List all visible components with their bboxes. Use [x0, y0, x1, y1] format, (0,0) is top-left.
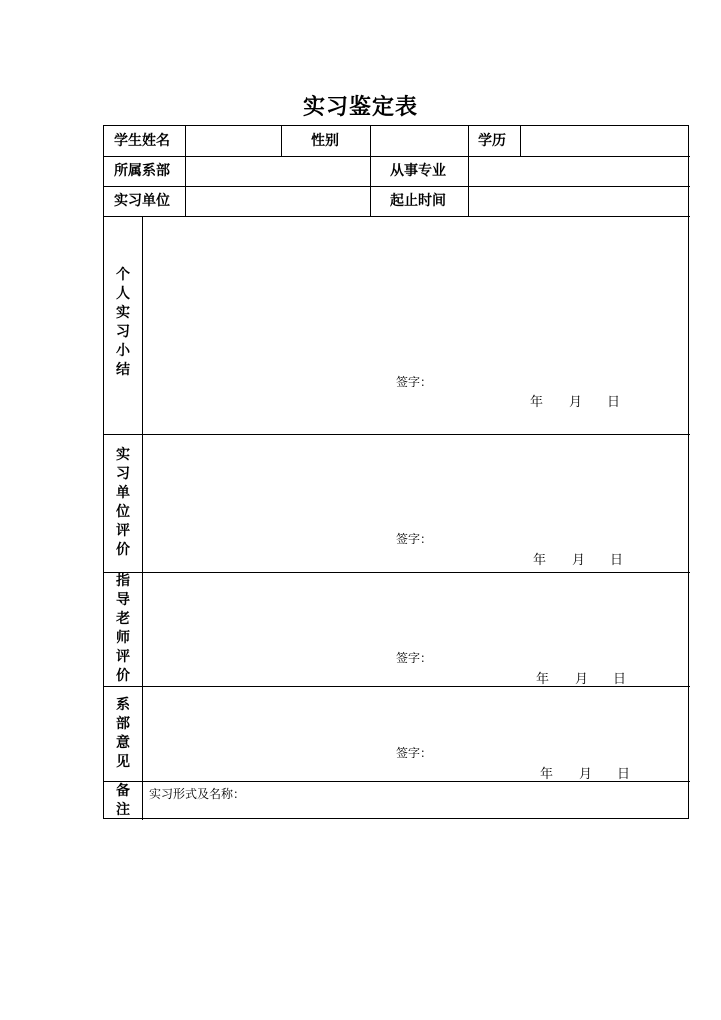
intern-unit-label: 实习单位	[114, 193, 170, 209]
col-divider	[281, 126, 282, 156]
student-name-label: 学生姓名	[114, 133, 170, 149]
education-label: 学历	[478, 133, 506, 149]
col-divider	[370, 126, 371, 216]
section-label-instructor-evaluation: 指 导 老 师 评 价	[116, 573, 130, 684]
date-line: 年 月 日	[536, 672, 627, 687]
date-line: 年 月 日	[533, 553, 624, 568]
signature-label: 签字：	[396, 375, 433, 389]
col-divider	[520, 126, 521, 156]
row-divider	[104, 434, 690, 435]
gender-label: 性别	[311, 133, 339, 149]
section-label-remarks: 备 注	[116, 782, 130, 818]
section-label-unit-evaluation: 实 习 单 位 评 价	[116, 447, 130, 558]
section-label-personal-summary: 个 人 实 习 小 结	[116, 267, 130, 378]
date-line: 年 月 日	[530, 395, 621, 410]
col-divider	[185, 126, 186, 216]
row-divider	[104, 216, 690, 217]
section-label-department-opinion: 系 部 意 见	[116, 696, 130, 770]
signature-label: 签字：	[396, 651, 433, 665]
form-title: 实习鉴定表	[302, 94, 418, 120]
period-label: 起止时间	[390, 193, 446, 209]
remarks-text: 实习形式及名称：	[149, 787, 246, 801]
department-label: 所属系部	[114, 163, 170, 179]
signature-label: 签字：	[396, 532, 433, 546]
date-line: 年 月 日	[540, 767, 631, 782]
row-divider	[104, 572, 690, 573]
appraisal-form	[103, 125, 689, 819]
col-divider	[468, 126, 469, 216]
col-divider	[142, 216, 143, 820]
major-label: 从事专业	[390, 163, 446, 179]
signature-label: 签字：	[396, 746, 433, 760]
